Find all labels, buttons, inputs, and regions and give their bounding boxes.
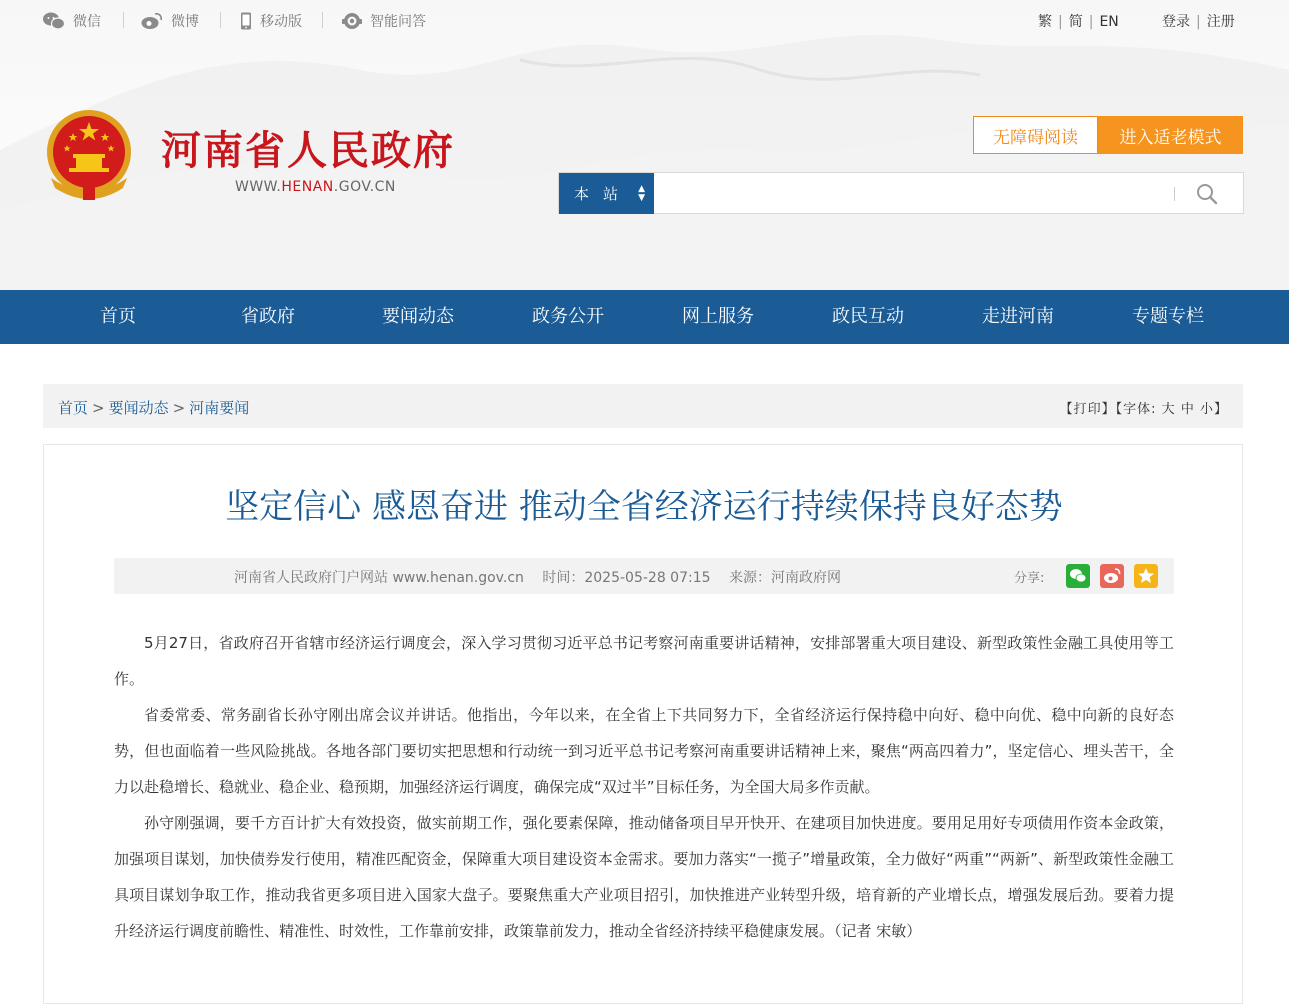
site-url bbox=[235, 179, 396, 195]
nav-item-gov-affairs[interactable]: 政务公开 bbox=[532, 306, 604, 327]
login-link[interactable]: 登录 bbox=[1162, 14, 1190, 30]
mobile-link[interactable] bbox=[240, 11, 302, 31]
nav-item-provincial-gov[interactable]: 省政府 bbox=[241, 306, 295, 327]
chat-bot-icon bbox=[342, 12, 362, 30]
font-medium-button[interactable]: 中 bbox=[1180, 402, 1195, 417]
search-scope-select[interactable] bbox=[559, 173, 654, 214]
font-large-button[interactable]: 大 bbox=[1161, 402, 1176, 417]
divider bbox=[322, 12, 323, 28]
accessibility-button[interactable]: 无障碍阅读 bbox=[973, 116, 1098, 154]
weibo-link[interactable] bbox=[141, 11, 199, 31]
main-nav bbox=[0, 290, 1289, 344]
nav-item-home[interactable]: 首页 bbox=[100, 306, 136, 327]
traditional-link[interactable]: 繁 bbox=[1038, 14, 1052, 30]
font-size-label: 【字体: bbox=[1115, 402, 1157, 417]
breadcrumb-item-henan-news[interactable]: 河南要闻 bbox=[189, 399, 250, 417]
mobile-label: 移动版 bbox=[260, 14, 302, 30]
account-links: 登录 | 注册 bbox=[1162, 14, 1235, 30]
breadcrumb-separator: > bbox=[92, 399, 105, 417]
weibo-icon bbox=[141, 12, 163, 30]
print-button[interactable]: 【打印】 bbox=[1059, 402, 1116, 417]
nav-item-online-services[interactable]: 网上服务 bbox=[682, 306, 754, 327]
font-size-close: 】 bbox=[1213, 402, 1228, 417]
search-scope-label: 本站 bbox=[574, 185, 633, 203]
url-suffix: .GOV.CN bbox=[333, 179, 396, 195]
share-label: 分享: bbox=[1014, 571, 1045, 586]
wechat-icon bbox=[43, 12, 65, 30]
elder-mode-button[interactable]: 进入适老模式 bbox=[1098, 116, 1243, 154]
divider bbox=[123, 12, 124, 28]
qa-link[interactable] bbox=[342, 11, 426, 31]
source-site: 河南省人民政府门户网站 www.henan.gov.cn bbox=[234, 570, 524, 586]
font-small-button[interactable]: 小 bbox=[1199, 402, 1214, 417]
article-body bbox=[114, 625, 1174, 949]
divider bbox=[220, 12, 221, 28]
breadcrumb-bar bbox=[43, 384, 1243, 428]
article-paragraph: 5月27日，省政府召开省辖市经济运行调度会，深入学习贯彻习近平总书记考察河南重要讲话精神，安排部署重大项目建设、新型政策性金融工具使用等工作。 bbox=[114, 634, 1174, 688]
publish-time: 时间：2025-05-28 07:15 bbox=[542, 570, 711, 586]
breadcrumb-separator: > bbox=[172, 399, 186, 417]
weibo-label: 微博 bbox=[171, 14, 199, 30]
article-title: 坚定信心 感恩奋进 推动全省经济运行持续保持良好态势 bbox=[225, 487, 1063, 527]
breadcrumb-item-news[interactable]: 要闻动态 bbox=[108, 399, 169, 417]
weibo-share-icon[interactable] bbox=[1100, 564, 1124, 588]
divider bbox=[1174, 187, 1175, 201]
star-favorite-icon[interactable] bbox=[1134, 564, 1158, 588]
site-title[interactable]: 河南省人民政府 bbox=[161, 127, 455, 174]
article-tools bbox=[1060, 398, 1228, 417]
article-paragraph: 孙守刚强调，要千方百计扩大有效投资，做实前期工作，强化要素保障，推动储备项目早开快开、在建项目加快进度。要用足用好专项债用作资本金政策，加强项目谋划，加快债券发行使用，精准匹配资金，保障重大项目建设资本金需求。要加力落实“一揽子”增量政策，全力做好“两重”“两新”、新型政策性金融工具项目谋划争取工作，推动我省更多项目进入国家大盘子。要聚焦重大产业项目招引，加快推进产业转型升级，培育新的产业增长点，增强发展后劲。要着力提升经济运行调度前瞻性、精准性、时效性，工作靠前安排，政策靠前发力，推动全省经济持续平稳健康发展。（记者 宋敏） bbox=[114, 814, 1174, 940]
breadcrumb bbox=[58, 397, 249, 418]
national-emblem-icon bbox=[43, 108, 135, 204]
nav-item-news[interactable]: 要闻动态 bbox=[382, 306, 454, 327]
nav-item-interaction[interactable]: 政民互动 bbox=[832, 306, 904, 327]
search-input[interactable] bbox=[659, 179, 1123, 209]
search-icon[interactable] bbox=[1195, 182, 1221, 206]
wechat-label: 微信 bbox=[73, 14, 101, 30]
article-container bbox=[43, 444, 1243, 1004]
wechat-share-icon[interactable] bbox=[1066, 564, 1090, 588]
wechat-link[interactable] bbox=[43, 11, 101, 31]
meta-text bbox=[234, 567, 855, 587]
url-prefix: WWW. bbox=[235, 179, 282, 195]
article-meta bbox=[114, 558, 1174, 594]
top-bar bbox=[0, 0, 1289, 42]
language-switcher: 繁 | 简 | EN bbox=[1038, 14, 1119, 30]
sort-arrows-icon: ▲ ▼ bbox=[638, 184, 645, 203]
article-origin: 来源：河南政府网 bbox=[728, 570, 841, 586]
qa-label: 智能问答 bbox=[370, 14, 426, 30]
nav-item-about-henan[interactable]: 走进河南 bbox=[982, 306, 1054, 327]
nav-item-special-topics[interactable]: 专题专栏 bbox=[1132, 306, 1204, 327]
breadcrumb-item-home[interactable]: 首页 bbox=[58, 399, 89, 417]
search-bar bbox=[558, 172, 1244, 214]
register-link[interactable]: 注册 bbox=[1206, 14, 1235, 30]
mobile-phone-icon bbox=[240, 12, 252, 30]
english-link[interactable]: EN bbox=[1099, 14, 1119, 30]
url-brand: HENAN bbox=[281, 179, 334, 195]
simplified-link[interactable]: 简 bbox=[1068, 14, 1083, 30]
article-paragraph: 省委常委、常务副省长孙守刚出席会议并讲话。他指出，今年以来，在全省上下共同努力下，全省经济运行保持稳中向好、稳中向优、稳中向新的良好态势，但也面临着一些风险挑战。各地各部门要切实把思想和行动统一到习近平总书记考察河南重要讲话精神上来，聚焦“两高四着力”，坚定信心、埋头苦干，全力以赴稳增长、稳就业、稳企业、稳预期，加强经济运行调度，确保完成“双过半”目标任务，为全国大局多作贡献。 bbox=[114, 706, 1174, 796]
